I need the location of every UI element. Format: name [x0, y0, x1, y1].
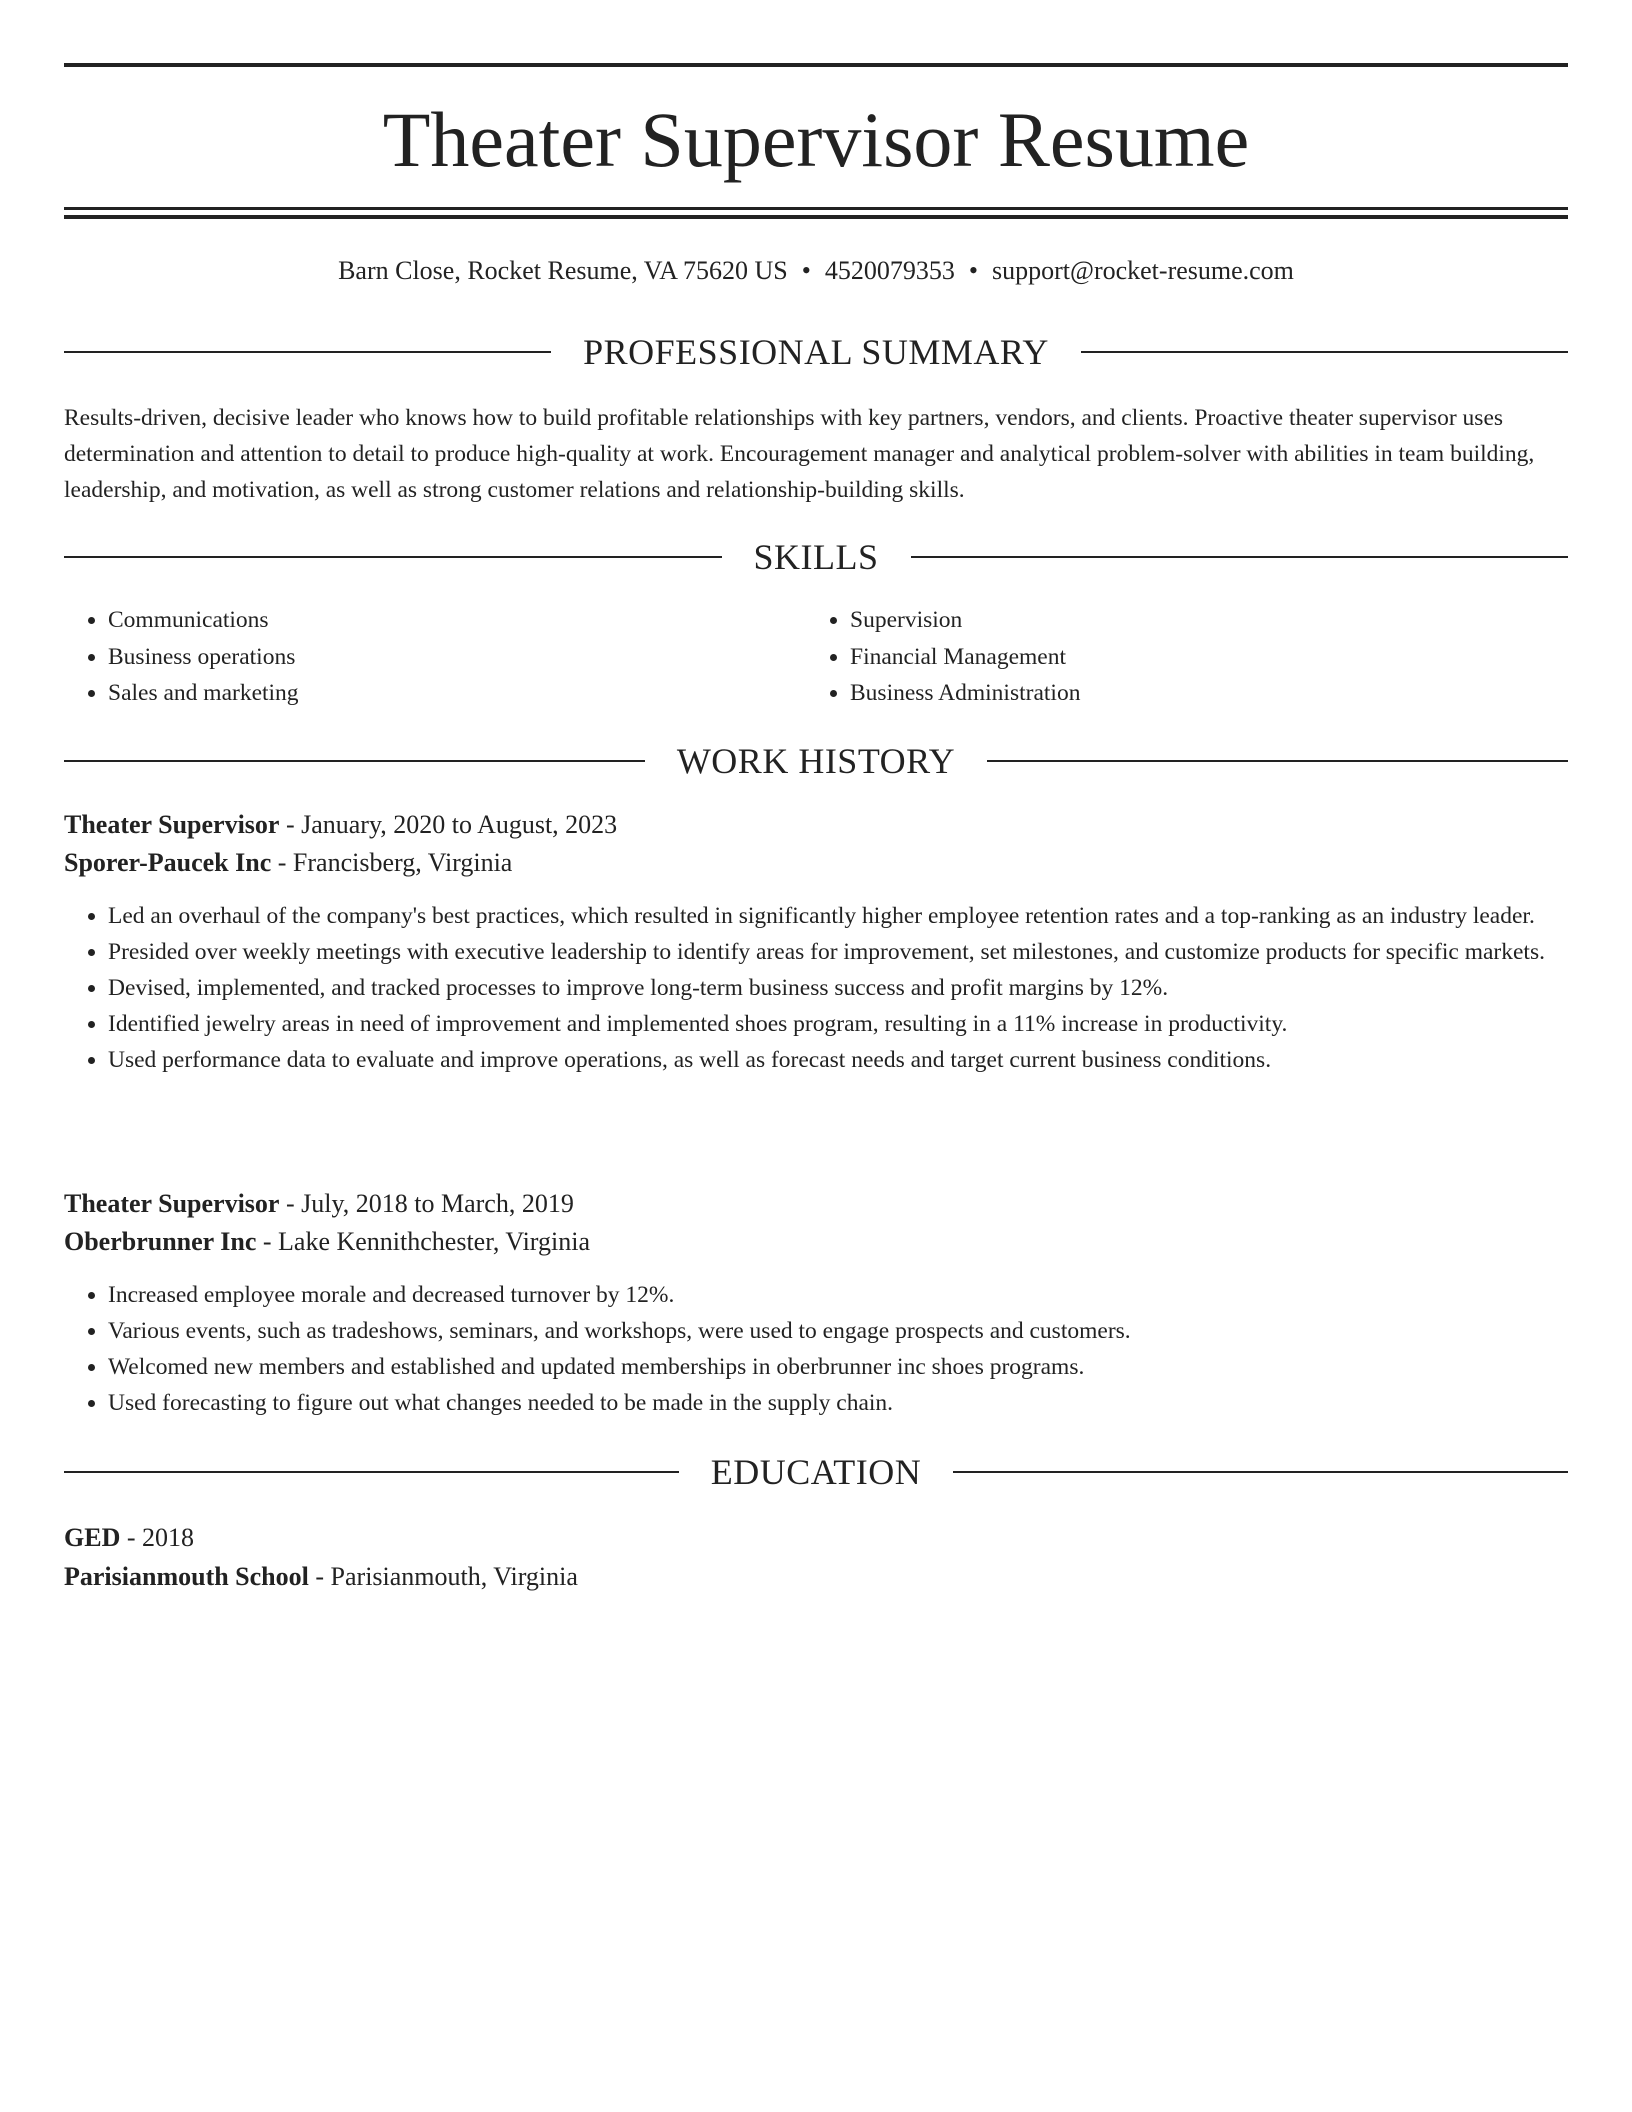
job-bullet: • Increased employee morale and decreased turnover by 12%. [108, 1277, 1568, 1313]
job-title: Theater Supervisor [64, 810, 280, 839]
job-bullet: • Identified jewelry areas in need of improvement and implemented shoes program, resulting in a 11% increase in productivity. [108, 1006, 1568, 1042]
section-heading-label: SKILLS [753, 537, 879, 577]
job-entry [64, 1185, 1568, 1421]
heading-rule-left [64, 1471, 679, 1473]
job-bullet: • Presided over weekly meetings with executive leadership to identify areas for improvement, set milestones, and customize products for specific markets. [108, 934, 1568, 970]
education-school-line [64, 1557, 1568, 1596]
job-dates: - January, 2020 to August, 2023 [279, 810, 618, 839]
section-heading-label: EDUCATION [710, 1452, 922, 1492]
job-bullet: • Used performance data to evaluate and improve operations, as well as forecast needs and target current business conditions. [108, 1042, 1568, 1078]
section-heading-skills [64, 535, 1568, 579]
skills-list [64, 602, 1568, 712]
section-heading-label: WORK HISTORY [676, 741, 956, 781]
job-company-line [64, 844, 1568, 882]
education-location: - Parisianmouth, Virginia [308, 1562, 578, 1591]
job-dates: - July, 2018 to March, 2019 [279, 1189, 574, 1218]
title-rule-lower [64, 215, 1568, 219]
education-degree: GED [64, 1523, 121, 1552]
heading-rule-right [987, 760, 1568, 762]
job-company-line [64, 1223, 1568, 1261]
page-title: Theater Supervisor Resume [382, 96, 1250, 183]
job-bullet: • Devised, implemented, and tracked processes to improve long-term business success and profit margins by 12%. [108, 970, 1568, 1006]
job-entry [64, 806, 1568, 1078]
section-heading-summary [64, 330, 1568, 374]
job-bullets [64, 1277, 1568, 1421]
job-title-line [64, 1185, 1568, 1223]
education-school: Parisianmouth School [64, 1562, 309, 1591]
top-rule [64, 63, 1568, 67]
skills-column-left [64, 602, 806, 712]
job-bullets [64, 898, 1568, 1078]
contact-address: Barn Close, Rocket Resume, VA 75620 US [338, 256, 788, 285]
section-heading-label: PROFESSIONAL SUMMARY [583, 332, 1049, 372]
education-year: - 2018 [120, 1523, 195, 1552]
job-company: Oberbrunner Inc [64, 1227, 257, 1256]
heading-rule-left [64, 351, 551, 353]
job-title: Theater Supervisor [64, 1189, 280, 1218]
contact-phone: 4520079353 [824, 256, 955, 285]
heading-rule-left [64, 760, 645, 762]
skill-item: • Financial Management [850, 639, 1548, 676]
job-title-line [64, 806, 1568, 844]
job-location: - Francisberg, Virginia [271, 848, 513, 877]
skill-item: • Business operations [108, 639, 806, 676]
summary-text: Results-driven, decisive leader who knows how to build profitable relationships with key partners, vendors, and clients. Proactive theater supervisor uses determination and attention to detail to produce high-quality at work. Encouragement manager and analytical problem-solver with abilities in team building, leadership, and motivation, as well as strong customer relations and relationship-building skills. [64, 405, 1535, 503]
job-location: - Lake Kennithchester, Virginia [256, 1227, 590, 1256]
job-bullet: • Used forecasting to figure out what changes needed to be made in the supply chain. [108, 1385, 1568, 1421]
contact-separator: • [968, 256, 978, 285]
heading-rule-right [911, 556, 1569, 558]
heading-rule-right [953, 1471, 1568, 1473]
job-bullet: • Various events, such as tradeshows, seminars, and workshops, were used to engage prospects and customers. [108, 1313, 1568, 1349]
job-bullet: • Led an overhaul of the company's best practices, which resulted in significantly higher employee retention rates and a top-ranking as an industry leader. [108, 898, 1568, 934]
skill-item: • Communications [108, 602, 806, 639]
job-company: Sporer-Paucek Inc [64, 848, 272, 877]
heading-rule-right [1081, 351, 1568, 353]
job-bullet: • Welcomed new members and established and updated memberships in oberbrunner inc shoes programs. [108, 1349, 1568, 1385]
education-degree-line [64, 1518, 1568, 1557]
heading-rule-left [64, 556, 722, 558]
contact-separator: • [801, 256, 811, 285]
section-heading-work [64, 739, 1568, 783]
skills-column-right [806, 602, 1548, 712]
skill-item: • Sales and marketing [108, 675, 806, 712]
contact-line [64, 254, 1568, 288]
education-entry [64, 1518, 1568, 1596]
skill-item: • Business Administration [850, 675, 1548, 712]
title-rule-upper [64, 207, 1568, 210]
contact-email: support@rocket-resume.com [992, 256, 1294, 285]
section-heading-education [64, 1450, 1568, 1494]
skill-item: • Supervision [850, 602, 1548, 639]
